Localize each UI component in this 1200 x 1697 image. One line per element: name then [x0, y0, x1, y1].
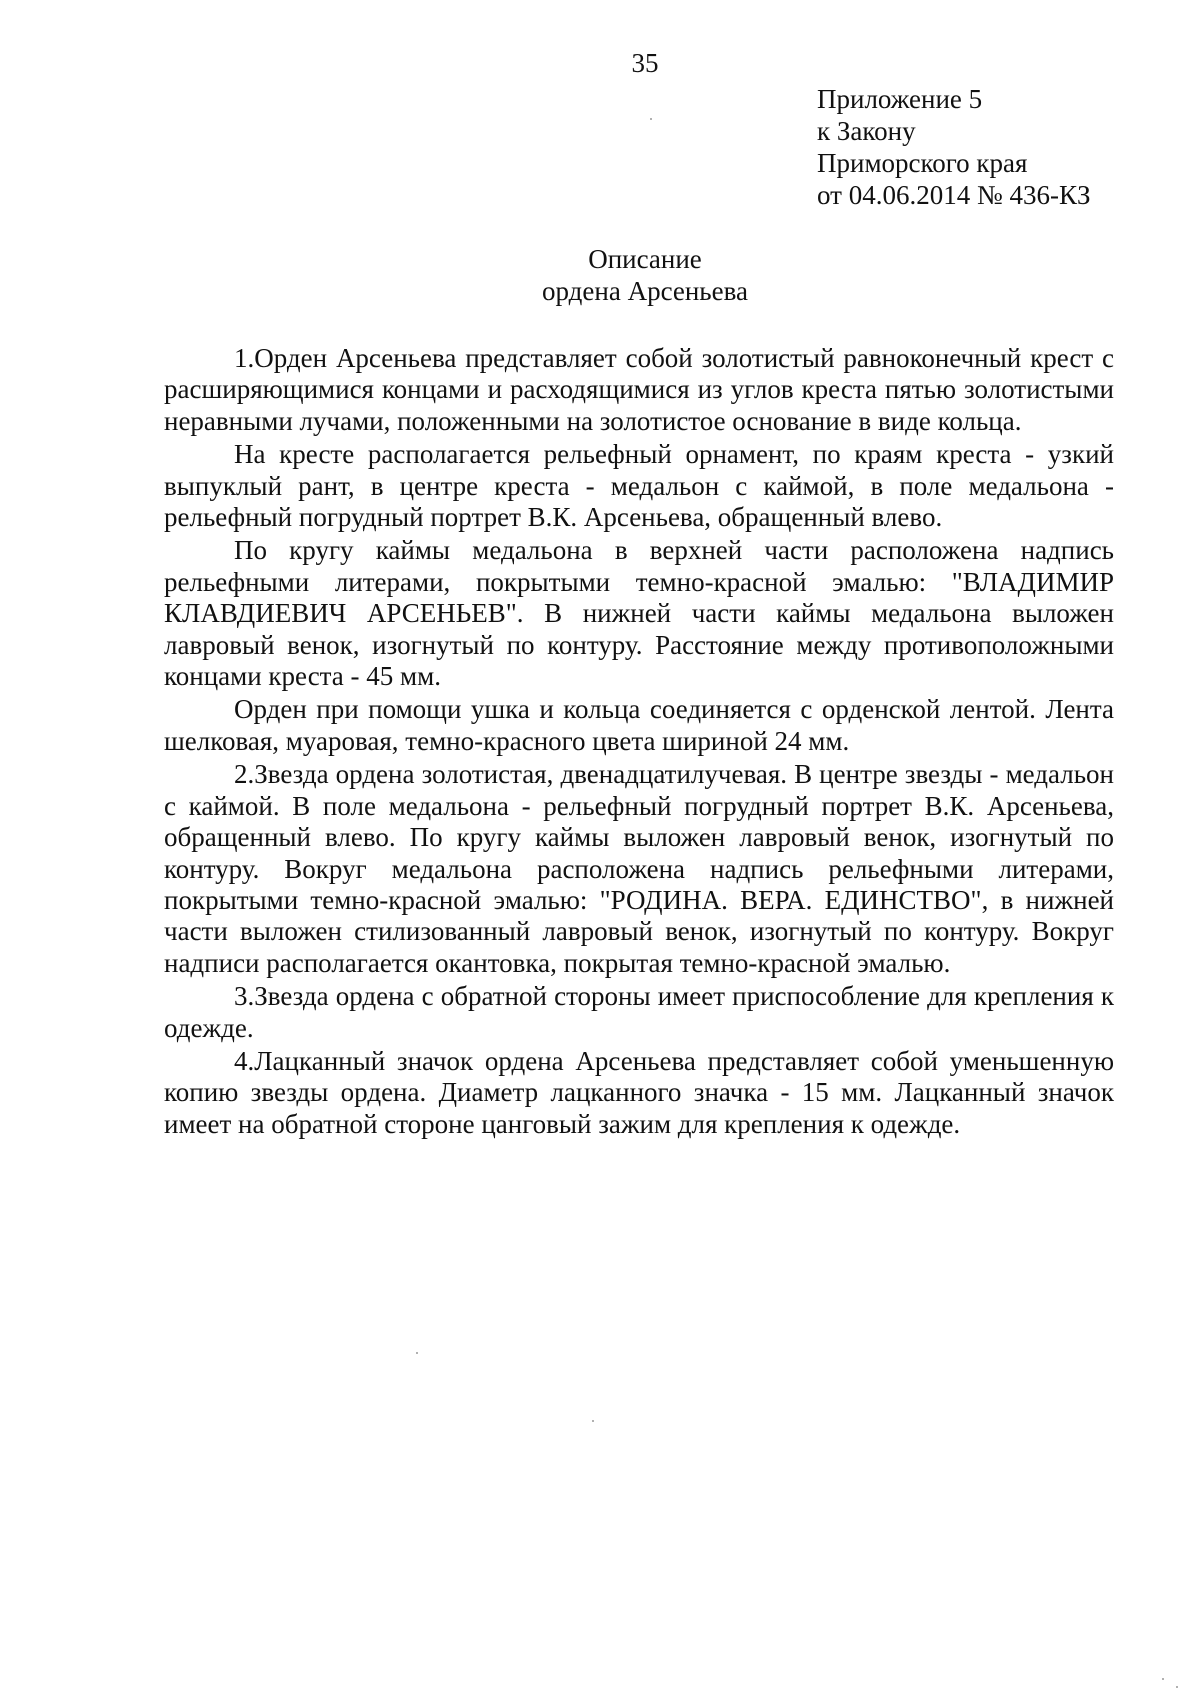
title-line: Описание [588, 244, 702, 274]
scan-speck [416, 1352, 418, 1354]
page-number: 35 [631, 48, 659, 78]
appendix-line: от 04.06.2014 № 436-КЗ [817, 180, 1091, 210]
appendix-line: Приложение 5 [817, 84, 983, 114]
scan-speck [592, 1420, 594, 1422]
appendix-header [817, 83, 1090, 211]
paragraph: На кресте располагается рельефный орнамент, по краям креста - узкий выпуклый рант, в центре креста - медальон с каймой, в поле медальона - рельефный погрудный портрет В.К. Арсеньева, обращенный влево. [164, 439, 1114, 533]
paragraph: Орден при помощи ушка и кольца соединяется с орденской лентой. Лента шелковая, муаровая, темно-красного цвета шириной 24 мм. [164, 694, 1114, 756]
scan-speck [1162, 1678, 1164, 1680]
scan-speck [1176, 1686, 1178, 1688]
title-line: ордена Арсеньева [542, 276, 748, 306]
paragraph: 3.Звезда ордена с обратной стороны имеет приспособление для крепления к одежде. [164, 981, 1114, 1043]
paragraph: 2.Звезда ордена золотистая, двенадцатилучевая. В центре звезды - медальон с каймой. В поле медальона - рельефный погрудный портрет В.К. Арсеньева, обращенный влево. По кругу каймы выложен лавровый венок, изогнутый по контуру. Вокруг медальона расположена надпись рельефными литерами, покрытыми темно-красной эмалью: "РОДИНА. ВЕРА. ЕДИНСТВО", в нижней части выложен стилизованный лавровый венок, изогнутый по контуру. Вокруг надписи располагается окантовка, покрытая темно-красной эмалью. [164, 759, 1114, 978]
scan-speck [650, 118, 652, 120]
document-body [164, 343, 1114, 1142]
paragraph: 4.Лацканный значок ордена Арсеньева представляет собой уменьшенную копию звезды ордена. Диаметр лацканного значка - 15 мм. Лацканный значок имеет на обратной стороне цанговый зажим для крепления к одежде. [164, 1045, 1114, 1139]
paragraph: 1.Орден Арсеньева представляет собой золотистый равноконечный крест с расширяющимися концами и расходящимися из углов креста пятью золотистыми неравными лучами, положенными на золотистое основание в виде кольца. [164, 343, 1114, 436]
appendix-line: Приморского края [817, 148, 1028, 178]
document-title [0, 243, 1200, 307]
paragraph: По кругу каймы медальона в верхней части расположена надпись рельефными литерами, покрытыми темно-красной эмалью: "ВЛАДИМИР КЛАВДИЕВИЧ АРСЕНЬЕВ". В нижней части каймы медальона выложен лавровый венок, изогнутый по контуру. Расстояние между противоположными концами креста - 45 мм. [164, 535, 1114, 692]
appendix-line: к Закону [817, 116, 916, 146]
